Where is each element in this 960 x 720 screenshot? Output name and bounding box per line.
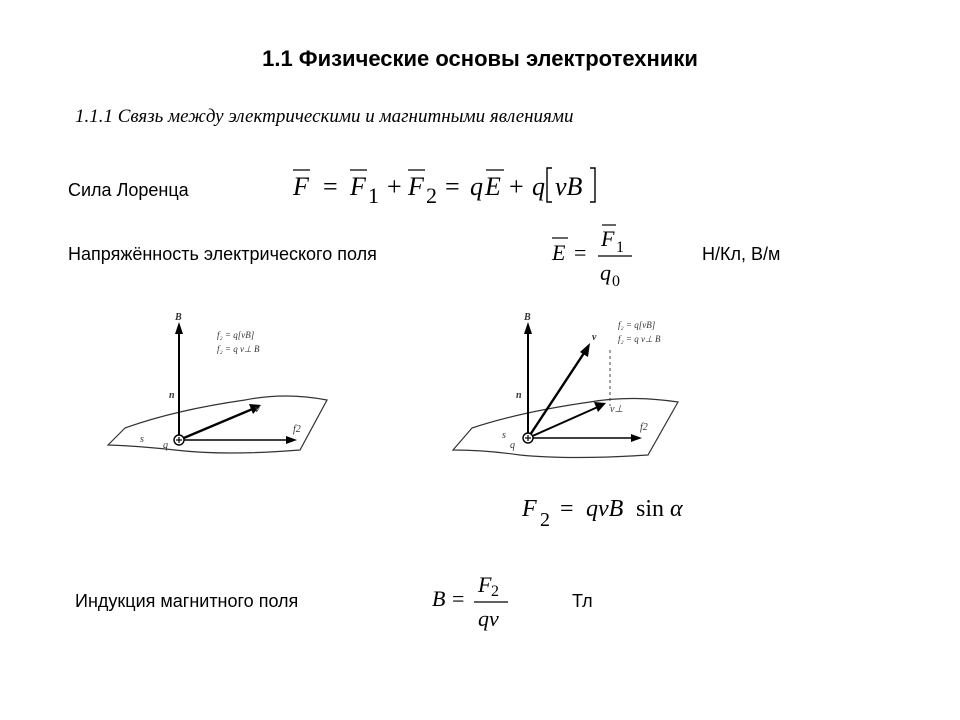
svg-text:f2: f2 — [640, 422, 648, 433]
svg-text:f₂ = q v⊥ B: f₂ = q v⊥ B — [618, 334, 661, 344]
svg-text:f₂ = q[vB]: f₂ = q[vB] — [217, 330, 255, 340]
svg-text:F: F — [478, 572, 492, 597]
svg-text:s: s — [140, 434, 144, 445]
svg-text:2: 2 — [491, 583, 499, 600]
svg-text:F: F — [522, 496, 537, 522]
svg-text:v: v — [592, 332, 597, 343]
efield-formula — [548, 216, 638, 301]
svg-text:qvB: qvB — [586, 496, 624, 522]
efield-unit: Н/Кл, В/м — [702, 244, 781, 264]
svg-text:1: 1 — [368, 183, 379, 208]
svg-text:F: F — [601, 226, 615, 251]
svg-text:F: F — [350, 172, 366, 201]
svg-text:q: q — [510, 440, 515, 451]
svg-text:0: 0 — [612, 273, 620, 290]
efield-label: Напряжённость электрического поля — [68, 244, 377, 264]
label-B: B — [524, 312, 531, 323]
svg-text:q: q — [600, 260, 611, 285]
svg-text:v: v — [255, 404, 260, 415]
svg-text:=: = — [574, 240, 587, 265]
bfield-unit: Тл — [572, 591, 593, 611]
f2-formula — [520, 488, 700, 537]
svg-text:q: q — [470, 172, 483, 201]
figure-left — [105, 300, 335, 475]
svg-text:2: 2 — [426, 183, 437, 208]
svg-text:F: F — [293, 172, 309, 201]
svg-text:q: q — [532, 172, 545, 201]
lorentz-label: Сила Лоренца — [68, 180, 189, 200]
svg-text:α: α — [670, 496, 683, 522]
svg-text:=: = — [445, 172, 460, 201]
svg-text:F: F — [408, 172, 424, 201]
svg-text:f₂ = q[vB]: f₂ = q[vB] — [618, 320, 656, 330]
bfield-formula — [428, 566, 518, 641]
svg-text:s: s — [502, 430, 506, 441]
bfield-label: Индукция магнитного поля — [75, 591, 299, 611]
lorentz-formula — [290, 160, 620, 215]
svg-text:1: 1 — [616, 239, 624, 256]
svg-text:n: n — [516, 390, 522, 401]
svg-text:q: q — [163, 440, 168, 451]
svg-text:E: E — [485, 172, 501, 201]
svg-text:E: E — [552, 240, 566, 265]
svg-text:B: B — [432, 586, 446, 611]
svg-text:=: = — [560, 496, 574, 522]
svg-text:vB: vB — [555, 172, 583, 201]
label-B: B — [175, 312, 182, 323]
section-subtitle: 1.1.1 Связь между электрическими и магнитными явлениями — [75, 106, 574, 127]
svg-text:f₂ = q v⊥ B: f₂ = q v⊥ B — [217, 344, 260, 354]
figure-right — [450, 300, 690, 475]
svg-text:=: = — [323, 172, 338, 201]
page-title: 1.1 Физические основы электротехники — [262, 46, 698, 71]
svg-text:=: = — [452, 586, 465, 611]
svg-text:n: n — [169, 390, 175, 401]
svg-text:+: + — [509, 172, 524, 201]
svg-text:+: + — [387, 172, 402, 201]
svg-text:2: 2 — [540, 509, 550, 531]
svg-text:v⊥: v⊥ — [610, 404, 624, 415]
svg-text:f2: f2 — [293, 424, 301, 435]
svg-text:sin: sin — [636, 496, 665, 522]
svg-text:qv: qv — [478, 606, 499, 631]
